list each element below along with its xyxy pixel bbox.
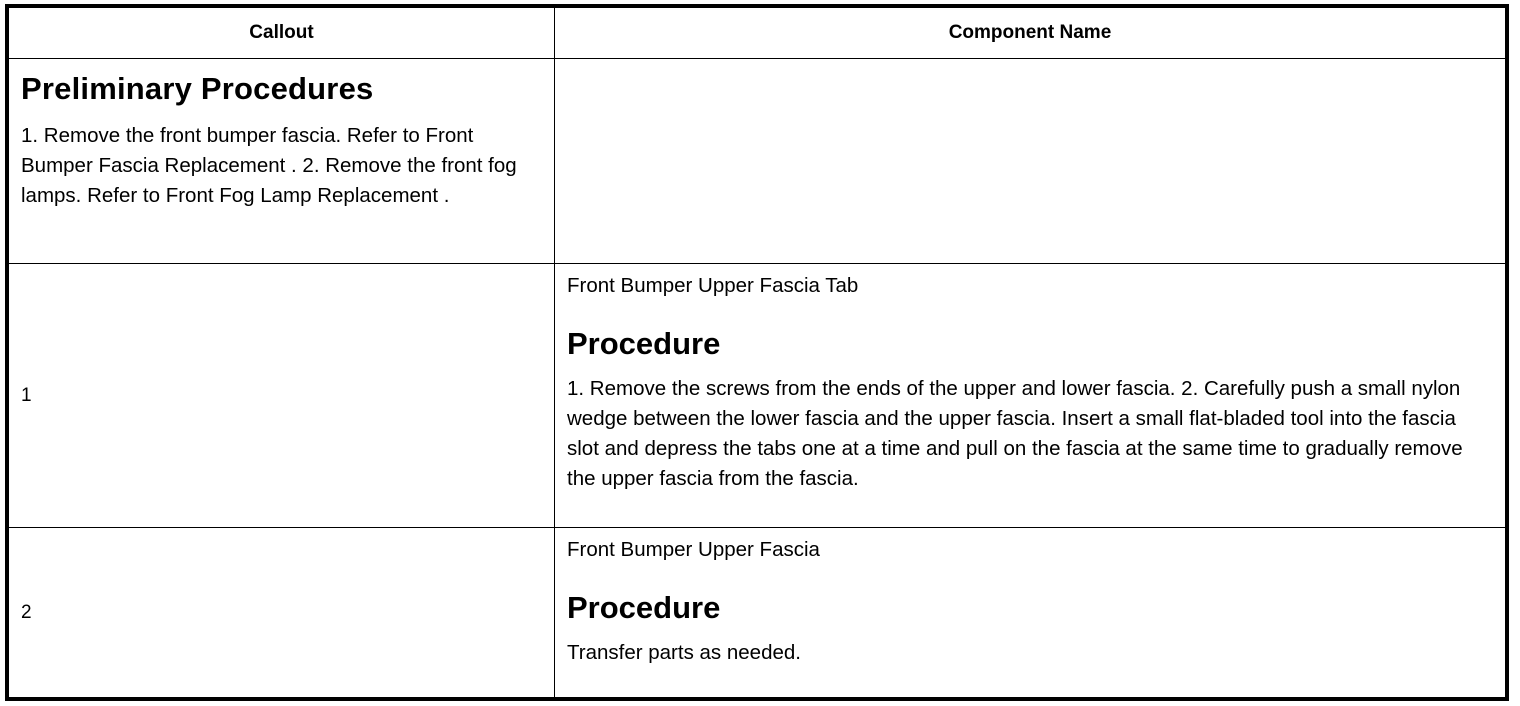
component-table	[8, 7, 1506, 699]
preliminary-cell	[9, 59, 555, 264]
callout-number: 1	[9, 264, 555, 528]
preliminary-row	[9, 59, 1506, 264]
procedure-title: Procedure	[567, 590, 721, 625]
component-name: Front Bumper Upper Fascia Tab	[567, 274, 859, 297]
table-row	[9, 528, 1506, 699]
preliminary-empty-cell	[555, 59, 1506, 264]
component-cell	[555, 528, 1506, 699]
preliminary-text: 1. Remove the front bumper fascia. Refer to Front Bumper Fascia Replacement . 2. Remove the front fog lamps. Refer to Front Fog Lamp Replacement .	[21, 124, 517, 207]
header-component-name: Component Name	[555, 8, 1506, 59]
table-header-row	[9, 8, 1506, 59]
component-table-frame	[5, 4, 1509, 701]
procedure-title: Procedure	[567, 326, 721, 361]
header-callout: Callout	[9, 8, 555, 59]
procedure-text: 1. Remove the screws from the ends of the upper and lower fascia. 2. Carefully push a small nylon wedge between the lower fascia and the upper fascia. Insert a small flat-bladed tool into the fascia slot and depress the tabs one at a time and pull on the fascia at the same time to gradually remove the upper fascia from the fascia.	[567, 377, 1463, 490]
component-cell	[555, 264, 1506, 528]
component-name: Front Bumper Upper Fascia	[567, 538, 820, 561]
table-row	[9, 264, 1506, 528]
preliminary-title: Preliminary Procedures	[21, 71, 374, 106]
procedure-text: Transfer parts as needed.	[567, 641, 801, 664]
callout-number: 2	[9, 528, 555, 699]
